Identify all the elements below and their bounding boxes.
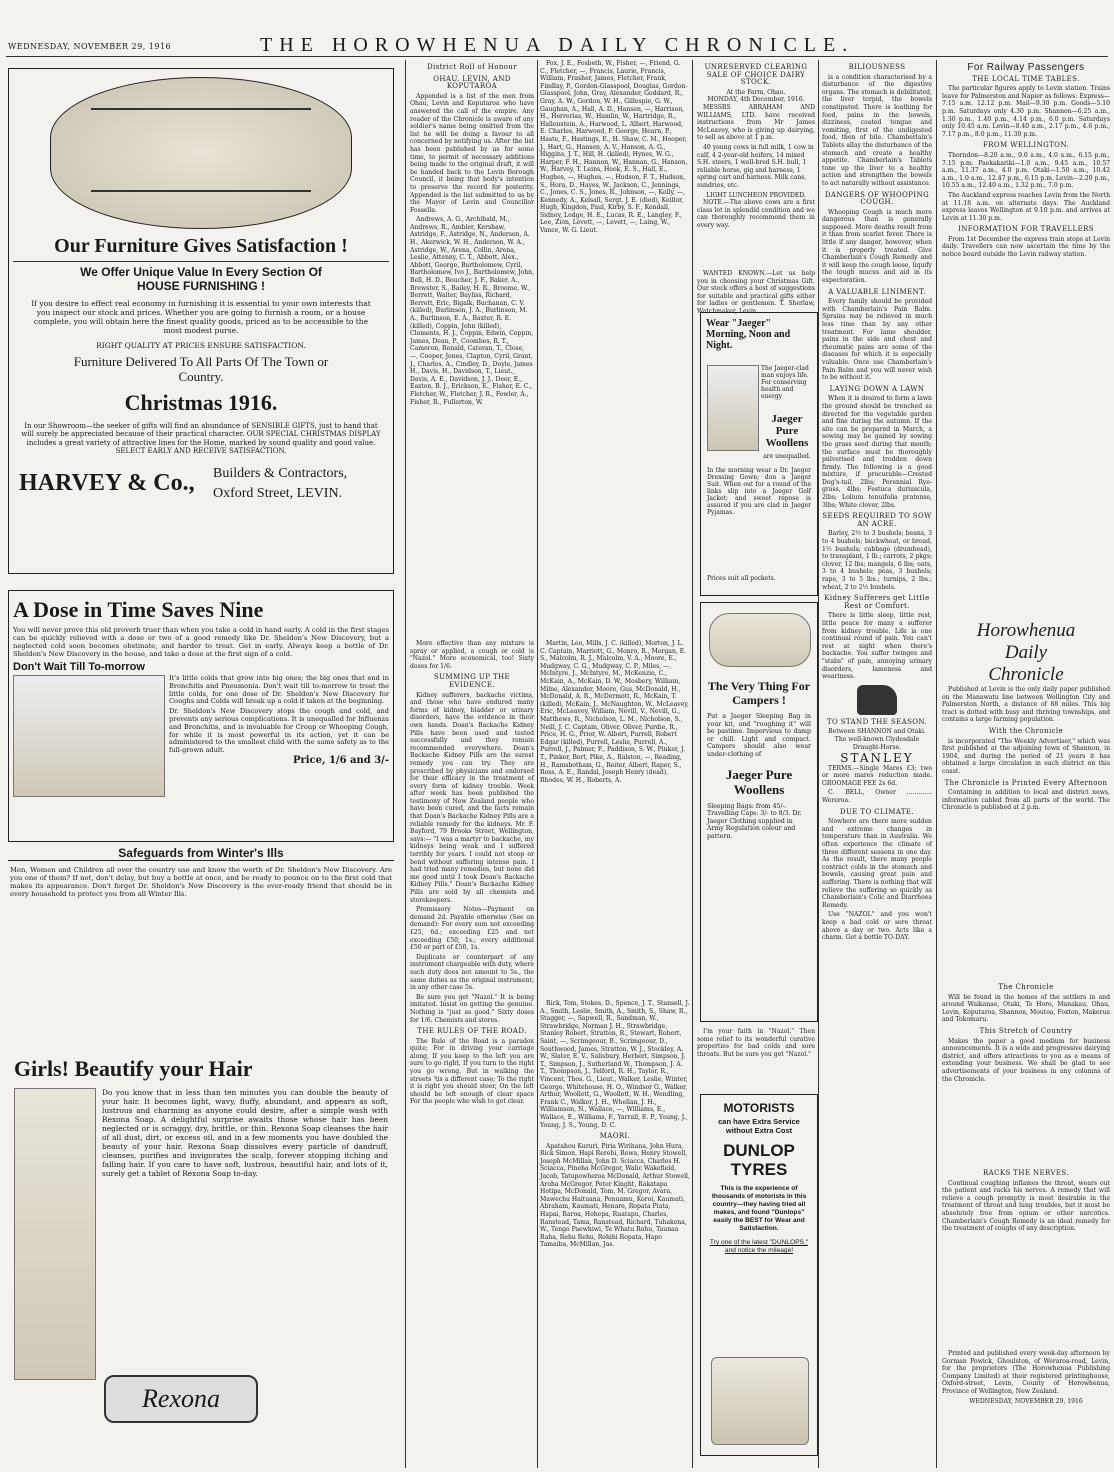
stanley-heading: TO STAND THE SEASON.: [826, 717, 928, 726]
masthead-rule: [6, 56, 1108, 57]
biliousness-body: is a condition characterised by a disturbance of the digestive organs. The stomach is debilitated, the liver torpid, the bowels constipated. There is loathing for food, pains in the bowels, dizziness, coated tongue and vomiting, first of the undigested food, then of bile. Chamberlain's Tablets allay the disturbance of the stomach and create a healthy appetite. Chamberlain's Tablets tone up the liver to a healthy action and strengthen the bowels to act naturally without assistance.: [822, 73, 932, 187]
found-body: Will be found in the homes of the settlers in and around Waikanae, Otaki, Te Horo, Manakau, Ohau, Levin, Koputaroa, Shannon, Moutoa, Foxton, Makerua and Tokomaru.: [942, 993, 1110, 1024]
kidney-body: There is little sleep, little rest, little peace for many a sufferer from kidney trouble. Life is one continual round of pain. You can't rest at night when there's backache. You suffer twinges and "stabs" of pain, annoying urinary disorders, lameness and weariness.: [822, 612, 932, 681]
dose-in-time-ad: [8, 590, 394, 842]
imprint: [942, 1350, 1110, 1460]
climate-heading: DUE TO CLIMATE.: [839, 807, 915, 816]
nerves-heading: RACKS THE NERVES.: [982, 1169, 1070, 1177]
motorists-cta: Try one of the latest "DUNLOPS," and notice the mileage!: [709, 1239, 809, 1254]
chronicle-reach: [942, 980, 1110, 1160]
safeguards-heading: Safeguards from Winter's Ills: [8, 846, 394, 861]
chronicle-title-3: Chronicle: [988, 664, 1064, 685]
roll-subheading: OHAU, LEVIN, AND KOPUTAROA: [433, 74, 511, 91]
jaeger1-unequalled: are unequalled.: [763, 453, 811, 460]
column-rule: [405, 60, 406, 1468]
roll-of-honour-column-2: [540, 60, 690, 700]
travellers-heading: INFORMATION FOR TRAVELLERS: [958, 225, 1094, 234]
sleeping-bag-icon: [709, 613, 811, 667]
chronicle-title-2: Daily: [1004, 642, 1048, 663]
maori-heading: MAORI.: [599, 1132, 631, 1141]
furniture-ad: [8, 68, 394, 574]
furniture-firm-block: [13, 464, 389, 514]
motorists-body: This is the experience of thousands of motorists in this country—they having tried all makes, and found "Dunlops" easily the BEST for Wear and Satisfaction.: [711, 1185, 807, 1232]
lawn-heading: LAYING DOWN A LAWN: [829, 384, 925, 393]
rexona-soap-icon: Rexona: [104, 1375, 258, 1423]
railway-timetable: [942, 60, 1110, 620]
with-chronicle-body: is incorporated "The Weekly Advertiser," which was first published at the adjoining town of Shannon, in 1904, and during the period of 21 years it has obtained a large circulation in each district on this coast.: [942, 737, 1110, 775]
climate-body: Nowhere are there more sudden and extreme changes in temperature than in Australia. We often experience the climate of three different seasons in one day. As the result, there many people contract colds in the stomach and bowels, causing great pain and suffering. There is nothing that will relieve the suffering so quickly as Chamberlain's Colic and Diarrhoea Remedy.: [822, 818, 932, 909]
nazol-last: Use "NAZOL" and you won't keep a bad cold or sore throat above a day or two. Acts like a charm. Get a bottle TO-DAY.: [822, 911, 932, 942]
dose-body: It's little colds that grow into big ones; the big ones that end in Bronchitis and Pneumonia. Don't wait till to-morrow to treat the little colds, for one dose of Dr. Sheldon's New Discovery for Coughs and Colds will break up a cold if taken at the beginning.: [169, 674, 389, 706]
roll-names-1: Andrews, A. G., Archibald, M., Andrews, R., Ambler, Kershaw, Astridge, F., Astridge, N., Andersen, A. H., Akerwick, W. H., Anderson, W. A., Astridge, W., Arena, Collin, Arena, Leslie, Attenny, C. T., Abbott, Alex., Abbott, George, Bartholomew, Cyril, Bartholomew, Ivo J., Bartholomew, John, Bell, H. D., Boucher, J. F., Baker, A., Brewster, S., Bailey, H. R., Broome, W., Berrett, Walter, Bayliss, Richard, Berrett, Eric, Bigalk, Buchanan, C. V. (killed), Burlinson, J. A., Burlinson, M. A., Burlinson, E. A., Baxter, R. E. (killed), Coppin, John (killed), Clements, H. J., Coppin, Edwin, Coppin, James, Dean, P., Coombes, R. T., Cameron, Ronald, Cateran, T., Close, —, Cooper, Jones, Clapton, Cyril, Grant, J., Charles, A., Cindley, D., Doyle, James H., Davis, H., Davidson, T., Lieut., Davis, A. E., Davidson, J. J., Deer, E., Easton, B. J., Erickson, E., Fisher, E. C., Fletcher, W., Fletcher, J. R., Fowler, A., Fisher, R., Fullerton, W.: [410, 216, 535, 406]
seeds-body: Barley, 2½ to 3 bushels; beans, 3 to 4 bushels; buckwheat, or broad, 1½ bushels; cabbage (drumhead), to transplant, 1 lb.; carrots, 2 pkgs; clover, 12 lbs; mangels, 6 lbs; oats, 3 to 4 bushels; peas, 3 bushels; rape, 3 to 5 lbs.; turnips, 2 lbs.; wheat, 2 to 2½ bushels.: [822, 530, 932, 591]
roll-of-honour-column-4: [540, 1000, 690, 1460]
stanley-owner: C. BELL, Owner ............. Wereroa.: [822, 789, 932, 805]
biliousness-heading: BILIOUSNESS: [848, 63, 906, 71]
firm-description: Builders & Contractors,: [213, 465, 348, 481]
printed-body: Containing in addition to local and district news, information cabled from all parts of the world. The Chronicle is published at 2 p.m.: [942, 789, 1110, 812]
jaeger1-prices: Prices suit all pockets.: [707, 575, 776, 582]
jaeger1-brand: Jaeger Pure Woollens: [765, 413, 809, 449]
clearing-place: At the Farm, Ohau.: [726, 88, 786, 96]
summing-body: Kidney sufferers, backache victims, and those who have endured many forms of kidney, bladder or urinary disorders, have the evidence in their own hands. Doan's Backache Kidney Pills have been used and tested successfully and they remain recommended everywhere. Doan's Backache Kidney Pills are the surest remedy you can try. They are prescribed by physicians and endorsed for their efficacy in the treatment of every form of kidney trouble. Week after week has been published the testimony of New Zealand people who have been cured, and the facts remain that Doan's Backache Kidney Pills are a reliable remedy for the kidneys. Mr. F. Bayford, 79 Brooks Street, Wellington, says:— "I was a martyr to backache, my kidneys being weak and I suffered terribly for years. I could not stoop or bend without suffering intense pain. I had tried many remedies, but none did me good until I took Doan's Backache Kidney Pills." Doan's Backache Kidney Pills are sold by all chemists and storekeepers.: [410, 691, 534, 904]
woman-hair-illustration-icon: [14, 1088, 96, 1380]
wanted-text: WANTED KNOWN.—Let us help you in choosing your Christmas Gift. Our stock offers a host of suggestions for suitable and practical gifts either for ladies or gentlemen. T. Sherlaw, Watchmaker, Levin.: [697, 270, 815, 315]
jaeger-ad-morning: [700, 312, 818, 596]
masthead-date: WEDNESDAY, NOVEMBER 29, 1916: [8, 42, 172, 51]
roll-names-2: Fox, J. E., Fosbeth, W., Fisher, —, Friend, G. C., Fletcher, —, Francis, Laurie, Francis, William, Frasher, James, Fletcher, Frank, Findlay, P., Gordon-Glasspool, Douglas, Gordon-Glasspool, John, Gray, Alexander, Goddard, R., Gray, A. W., Gordon, W. H., Gillespie, G. W., Gaughan, A., Hall, A. D., Hansen, —, Harrison, H., Herrerias, W., Hamlin, W., Hartridge, R., Hallenstein, A., Harwood, L. Albert, Harwood, E. Charles, Harwood, F. George, Hearn, P., Haste, F., Hastings, E., H. Shaw, C. M., Hooper, J., Hart, G., Hansen, A. V., Hanson, A. G., Higgins, J. T., Hill, H. (killed), Hynes, W. G., Harper, F. H., Hannon, W., Hannan, G., Hanson, W., Harvey, T. Leins, Hook, E. S., Hall, E., Hughes, —, Hughes, —, Hudson, F. T., Hudson, S., Hora, D., Hayes, W., Jackson, C., Jennings, C., Jones, C. S., Jones, R., Johnson, —, Kelly, —, Kennedy, A., Kelsall, Sergt. J. E. (died), Keillor, Hugh, Kingdon, Paul, Kirby, S. F., Kendall, Sidney, Lodge, H. E., Lucas, R. E., Langley, F., Lee, Zion, Levett, —, Levett, —, Laing, W., Vance, W. G. Lieut.: [540, 60, 688, 235]
column-rule: [936, 60, 937, 1468]
rexona-headline: Girls! Beautify your Hair: [14, 1056, 253, 1081]
nazol-bottom: Be sure you get "Nazol." It is being imitated. Insist on getting the genuine. Nothing is "just as good." Sixty doses for 1/6. Chemists and stores.: [410, 993, 534, 1024]
whooping-body: Whooping Cough is much more dangerous than is generally supposed. More deaths result from it than from scarlet fever. There is little if any danger, however, when it is properly treated. Give Chamberlain's Cough Remedy and it will keep the cough loose, liquify the tough mucus and aid in its expectoration.: [822, 208, 932, 285]
stretch-body: Makes the paper a good medium for business announcements. It is a wide and progressive dairying district, and offers attractions to you as a means of extending your business. We shall be glad to see advertisements of your business in any columns of the Chronicle.: [942, 1037, 1110, 1083]
motorists-sub: can have Extra Service without Extra Cost: [718, 1117, 800, 1135]
roll-heading: District Roll of Honour: [426, 63, 518, 71]
jaeger2-prices: Sleeping Bags: from 45/-. Travelling Caps: 3/- to 8/3. Dr. Jaeger Clothing supplied in Army Regulation colour and pattern.: [707, 802, 802, 840]
middle-column: [410, 640, 534, 1470]
furniture-headline: Our Furniture Gives Satisfaction !: [54, 235, 348, 257]
clearing-heading: UNRESERVED CLEARING SALE OF CHOICE DAIRY STOCK.: [704, 63, 808, 87]
jaeger1-body: In the morning wear a Dr. Jaeger Dressing Gown; don a Jaeger Suit. When out for a round of the links slip into a Jaeger Golf Jacket; and sweet repose is assured if you are clad in Jaeger Pyjamas.: [707, 467, 811, 516]
furniture-sub2: HOUSE FURNISHING !: [136, 279, 265, 293]
with-chronicle-heading: With the Chronicle: [988, 726, 1064, 735]
masthead: [0, 4, 1114, 56]
divider: [13, 261, 389, 262]
kidney-heading: Kidney Sufferers get Little Rest or Comfort.: [824, 594, 930, 610]
nazol-faith: [697, 1028, 815, 1088]
woman-illustration-icon: [13, 675, 165, 797]
jaeger2-headline: The Very Thing For Campers !: [707, 679, 811, 707]
clearing-body: MESSRS ABRAHAM AND WILLIAMS, LTD. have received instructions from Mr James McLeavey, who is giving up dairying, to sell as above at 1 p.m.: [697, 103, 815, 142]
column-rule: [818, 60, 819, 1468]
imprint-date: WEDNESDAY, NOVEMBER 29, 1916: [969, 1397, 1083, 1405]
dunlop-brand: DUNLOP TYRES: [723, 1141, 795, 1179]
firm-address: Oxford Street, LEVIN.: [213, 485, 343, 501]
furniture-showroom: In our Showroom—the seeker of gifts will find an abundance of SENSIBLE GIFTS, just to hand that will surely be appreciated because of their practical character. OUR SPECIAL CHRISTMAS DISPLAY includes a great variety of attractive lines for the Home, marked by sound quality and good value. SELECT EARLY AND RECEIVE SATISFACTION.: [21, 422, 381, 456]
roll-names-3: Martin, Leo, Mills, J. C. (killed), Morton, J. L. C. Captain, Marriott, G., Monro, R., Morgan, E. S., Malcolm, R. J., Malcolm, V. A., Moore, E., Mudgway, C. G., Mudgway, C. P., Miles, —, McIntyre, J., McIntyre, M., McKenzie, C., McKain, A., McKain, D. W., Mosbery, William, Milne, Alexander, Moore, Gus, McDonald, H., McDonald, A. R., McDermott, R., McKain, T. (killed), McKain, J., McNaughton, W., McLeavey, Eric, McLeavey, William, Nevill, V., Nevill, G., Matthews, R., Nicholson, L. M., Nicholson, S., Neill, J. C. Captain, Oliver, Oliver, Purdie, R., Price, H. G., Prior, W. Albert, Purrell, Robert Edgar (killed), Purrell, Leslie, Purrell, A., Purrell, J., Palmer, F., Paddison, S. W., Pinker, J. T., Pinker, Bert, Pike, A., Ralston, —, Reading, H., Ramsbotham, G., Reiter, Albert, Raper, S., Ross, A. E., Randal, Joseph Henry (dead), Rhodes, W. H., Roberts, A.: [540, 640, 689, 784]
chronicle-desc: Published at Levin is the only daily paper published on the Manawatu line between Wellington City and Palmerston North, a distance of 88 miles. This big tract is dotted with busy and thriving townships, and contains a large farming population.: [942, 686, 1110, 724]
nazol-faith-text: I'm your faith in "Nazol." Then some relief to its wonderful curative properties for bad colds and sore throats. But be sure you get "Nazol.": [697, 1028, 815, 1058]
clearing-note: NOTE.—The above cows are a first class lot in splendid condition and we can thoroughly recommend them in every way.: [697, 199, 815, 229]
biliousness-column: [822, 60, 932, 1468]
clearing-date: MONDAY, 4th December, 1916.: [707, 96, 805, 104]
motorists-heading: MOTORISTS: [723, 1101, 795, 1115]
railway-body: The particular figures apply to Levin station. Trains leave for Palmerston and Napier as follows: Express—7.15 a.m. 12.12 p.m. Mail—9.30 p.m. Goods—5.10 p.m. Saturdays only 4.30 p.m. Shannon—6.25 a.m., 1.30 p.m., 1.40 p.m., 4.14 p.m., 6.0 p.m. Saturdays only 10.45 a.m. Levin—8.40 a.m., 2.17 p.m., 4.6 p.m., 7.17 p.m., 8.0 p.m., 11.30 p.m.: [942, 85, 1110, 138]
column-rule: [692, 60, 693, 1468]
jaeger2-body: Put a Jaeger Sleeping Bag in your kit, and "roughing it" will be pastime. Impervious to damp or chill. Light and compact. Campers should also wear under-clothing of: [707, 713, 811, 758]
furniture-quality: RIGHT QUALITY AT PRICES ENSURE SATISFACTION.: [96, 341, 306, 350]
dose-price: Price, 1/6 and 3/-: [292, 754, 389, 766]
chronicle-info: [942, 620, 1110, 980]
stretch-heading: This Stretch of Country: [979, 1026, 1073, 1035]
imprint-text: Printed and published every week-day afternoon by Gorman Powick, Ghoulston, of Weraroa-road, Levin, for the proprietors (The Horowhenua Publishing Company Limited) at their registered printinghouse, Oxford-street, Levin, County of Horowhenua, Province of Wellington, New Zealand.: [942, 1350, 1110, 1395]
furniture-sub1: We Offer Unique Value In Every Section Of: [80, 265, 322, 279]
travellers-body: From 1st December the express train stops at Levin daily. Travellers can now ascertain the time by the notice board outside the Levin railway station.: [942, 235, 1110, 259]
jaeger-ad-campers: [700, 602, 818, 1022]
railway-sub: THE LOCAL TIME TABLES.: [972, 74, 1080, 83]
horse-icon: [857, 685, 897, 715]
stanley-name: STANLEY: [840, 751, 914, 766]
dose-intro: You will never prove this old proverb truer than when you take a cold in hand early. A cold in the first stages can be quickly relieved with a dose or two of a good remedy like Dr. Sheldon's New Discovery, but a neglected cold soon becomes obstinate, and harder to treat. Get in early. Always keep a bottle of Dr. Sheldon's New Discovery in the house, and take a dose at the first sign of a cold.: [13, 626, 389, 658]
railway-heading: For Railway Passengers: [967, 62, 1085, 73]
dose-body2: Dr. Sheldon's New Discovery stops the cough and cold, and prevents any serious complications. It is unequalled for Influenza and Bronchitis, and is invaluable for Croup or Whooping Cough, for while it is most powerful in its action, yet it can be administered to the smallest child with the same safety as to the full-grown adult.: [169, 707, 389, 755]
nerves-body: Continual coughing inflames the throat, wears out the patient and racks his nerves. A remedy that will relieve a cough promptly is most desirable in the treatment of throat and lung troubles, but it must be absolutely free from opium or other narcotics. Chamberlain's Cough Remedy is an ideal remedy for the treatment of coughs of any description.: [942, 1179, 1110, 1233]
jaeger1-side: The Jaeger-clad man enjoys life. For conserving health and energy: [761, 365, 809, 400]
masthead-title: THE HOROWHENUA DAILY CHRONICLE.: [260, 34, 855, 56]
stanley-desc: The well-known Clydesdale Draught-Horse.: [834, 735, 920, 751]
liniment-body: Every family should be provided with Chamberlain's Pain Balm. Sprains may be relieved in much less time than by any other treatment. For lame shoulder, pains in the side and chest and rheumatic pains are some of the diseases for which it is especially valuable. Once use Chamberlain's Pain Balm and you will never wish to be without it.: [822, 298, 932, 382]
railway-from-body: Thorndon—8.20 a.m., 9.0 a.m., 4.0 a.m., 6.15 p.m., 7.15 p.m. Paekakariki—1.0 a.m., 9.45 a.m., 10.57 a.m., 11.37 a.m., 4.0 p.m. Otaki—1.50 a.m., 10.42 a.m., 1.0 a.m., 12.47 p.m., 6.15 p.m. Levin—2.20 p.m., 10.55 a.m., 12.40 a.m., 1.32 p.m., 7.0 p.m.: [942, 151, 1110, 190]
motor-car-icon: [711, 1357, 809, 1445]
rules-body: The Rule of the Road is a paradox quite; For in driving your carriage along, If you keep to the left you are sure to go right, If you turn to the right you go wrong. But in walking the streets 'tis a different case; To the right it is right you should steer, On the left should be left enough of clear space For the people who wish to get clear.: [410, 1037, 534, 1106]
furniture-delivered: Furniture Delivered To All Parts Of The Town or Country.: [73, 354, 329, 384]
jaeger1-headline: Wear "Jaeger" Morning, Noon and Night.: [706, 318, 791, 351]
roll-names-4: Rick, Tom, Stokes, D., Spence, J. T., Stansell, J. A., Smith, Leslie, Smith, A., Smith, S., Shaw, R., Stagger, —, Sapwell, R., Sandman, W., Strawbridge, Norman J. H., Strawbridge, Stanley Robert, Stratton, R., Stewart, Robert, Saint, —, Scrimgeour, B., Scrimgeour, D., Southwood, James, Stratton, W. J., Stockley, A. W., Slater, E. V., Salisbury, Herbert, Simpson, J. T., Simpson, J., Sutherland W., Thompson, J. A. T., Thompson, J., Telford, R. H., Taylor, R., Vincent, Thos. G., Lieut., Walker, Leslie, Winter, George, Whitehouse, H. O., Windsor G., Walker, Arthur, Woollett, G., Woollett, W. H., Wendling, Frank C., Walker, J. H., Whellan, J. H., Williamson, N., Wallace, —, Williams, E., Wallace, E., Williams, F., Yarrall, E. P., Young, J., Young, J. S., Young, D. C.: [540, 1000, 690, 1129]
dose-headline: A Dose in Time Saves Nine: [13, 597, 264, 622]
racks-nerves: [942, 1166, 1110, 1306]
furniture-body: If you desire to effect real economy in furnishing it is essential to your own interests that you inspect our stock and prices. Whether you are going to furnish a room, or a house complete, you will obtain here the finest quality goods, priced as to be accessible to the most modest purse.: [31, 299, 371, 335]
stanley-sub: Between SHANNON and Otaki.: [828, 728, 926, 736]
the-chronicle-heading: The Chronicle: [998, 983, 1054, 991]
railway-from-heading: FROM WELLINGTON.: [982, 141, 1070, 150]
column-rule: [537, 60, 538, 1468]
nazol-top: More effective than any mixture is spray or applied, a cough or cold is "Nazol." More economical, too! Sixty doses for 1/6.: [410, 640, 534, 670]
printed-heading: The Chronicle is Printed Every Afternoon: [944, 778, 1108, 787]
stanley-terms: TERMS.—Single Mares £3; two or more mares reduction made. GROOMAGE FEE 2s 6d.: [822, 764, 932, 787]
summing-heading: SUMMING UP THE EVIDENCE.: [433, 673, 511, 689]
roll-of-honour-column-3: [540, 640, 690, 1000]
furniture-illustration: [50, 77, 352, 229]
rexona-ad: [8, 1050, 394, 1450]
clearing-lunch: LIGHT LUNCHEON PROVIDED.: [706, 191, 806, 199]
maori-names: Apatahou Kururi, Piria Wirihana, John Hura, Rick Simon, Hapi Rerehi, Rewa, Henry Stowell, Joseph McMillan, John D. Sciacca, Charles H. Sciacca, Pineha McGregor, Walic Wakefield, Jacob, Tatupowheroa McDonald, Arthur Stowell, Aroha McGregor, Peter Kinght, Rakatapa Hotipa, McDonald, Tom, M. Gregor, Avara, Mawechu Haituana, Penuamu, Koroi, Kaumati, Abraham, Kaumati, Henare, Ropata Piata, Hapai, Raroa, Hohepa, Ruatapu, Charles, Ranstead, Tama, Ranstead, Richard, Tuhakena, W., Tengo Paewhiwi, Te Whatu Rohu, Taunaa Raha, Rehu Rehu, Rohihi Ropata, Hapo Tamaiba, McMillan, Jas.: [540, 1142, 690, 1249]
roll-intro: Appended is a list of the men from Ohau, Levin and Koputaroa who have answered the call of the empire. Any reader of the Chronicle is aware of any soldier's name being omitted from the list he will be doing a favour to all concerned by notifying us. After the list has been published by us for some time, to permit of necessary additions being made to the original draft, it will be handed back to the Levin Borough Council, it being that body's intention to preserve the record for posterity. Appended is the list submitted to us by the Mayor of Levin and Councillor Fossella.: [410, 92, 534, 214]
clearing-items: 40 young cows in full milk, 1 cow in calf, 4 2-year-old heifers, 14 mixed S.H. steers, 1 well-bred S.H. bull, 1 reliable horse, gig and harness, 1 spring cart and harness. Milk cans, sundries, etc.: [697, 143, 814, 189]
railway-notes: The Auckland express reaches Levin from the North at 11.18 a.m. on alternate days. The Auckland express leaves Wellington at 9.10 p.m. and arrives at Levin at 11.30 p.m.: [942, 191, 1110, 222]
furniture-christmas: Christmas 1916.: [124, 390, 278, 415]
seeds-heading: SEEDS REQUIRED TO SOW AN ACRE.: [822, 512, 932, 528]
lawn-body: When it is desired to form a lawn the ground should be trenched as directed for the vegetable garden and fine during the autumn. If the site can be prepared in March, a sowing may be gained by sowing the grass seed during that month; the surface must be thoroughly pulverised and trodden down firmly. The following is a good mixture, if procurable—Crested Dog's-tail, 2lbs; Perennial Rye-grass, 4lbs; Festuca duriuscula, 2lbs; Lolium tenuifolia pratense, 3lbs; White clover, 2lbs.: [822, 395, 932, 509]
clearing-sale: [697, 60, 815, 264]
firm-name: HARVEY & Co.,: [19, 469, 195, 496]
jaeger2-brand: Jaeger Pure Woollens: [725, 766, 793, 797]
man-in-gown-icon: [707, 365, 759, 451]
promissory-notes: Promissory Notes—Payment on demand 2d. Payable otherwise (See on demand): For every sum not exceeding £25, 6d.; exceeding £25 and not exceeding £50, 1s.; every additional £50 or part of £50, 1s.: [410, 906, 534, 952]
rules-heading: THE RULES OF THE ROAD.: [417, 1027, 527, 1036]
dunlop-ad: [700, 1094, 818, 1456]
duplicate-notes: Duplicate or counterpart of any instrument chargeable with duty, where such duty does not amount to 5s., the same duties as the original instrument; in any other case 5s.: [410, 953, 534, 992]
rexona-body: Do you know that in less than ten minutes you can double the beauty of your hair. It becomes light, wavy, fluffy, abundant, and appears as soft, lustrous and charming as anyone could desire, after a simple wash with Rexona Soap. A delightful surprise awaits those whose hair has been neglected or is scraggy, dry, brittle, or thin. Rexona Soap cleanses the hair of all dust, dirt, or excess oil, and in a few moments you have doubled the beauty of your hair. Rexona Soap dissolves every particle of dandruff, cleanses, purifies and invigorates the scalp, forever stopping itching and falling hair. If you care to have soft, lustrous, beautiful hair, and lots of it, surely get a tablet of Rexona Soap to-day.: [102, 1088, 388, 1178]
dose-subhead: Don't Wait Till To-morrow: [13, 661, 145, 673]
wanted-notice: [697, 270, 815, 315]
safeguards-body: Men, Women and Children all over the country use and know the worth of Dr. Sheldon's New Discovery. Are you one of them? If not, don't delay, but buy a bottle at once, and be ready to pounce on to the first cold that makes its appearance. Don't forget Dr. Sheldon's New Discovery is the ever-ready friend that should be in every household to protect you from all Winter Ills.: [10, 866, 392, 898]
whooping-heading: DANGERS OF WHOOPING COUGH.: [824, 190, 930, 207]
liniment-heading: A VALUABLE LINIMENT.: [828, 287, 926, 296]
room-scene-icon: [91, 108, 311, 192]
chronicle-title-1: Horowhenua: [976, 620, 1076, 641]
